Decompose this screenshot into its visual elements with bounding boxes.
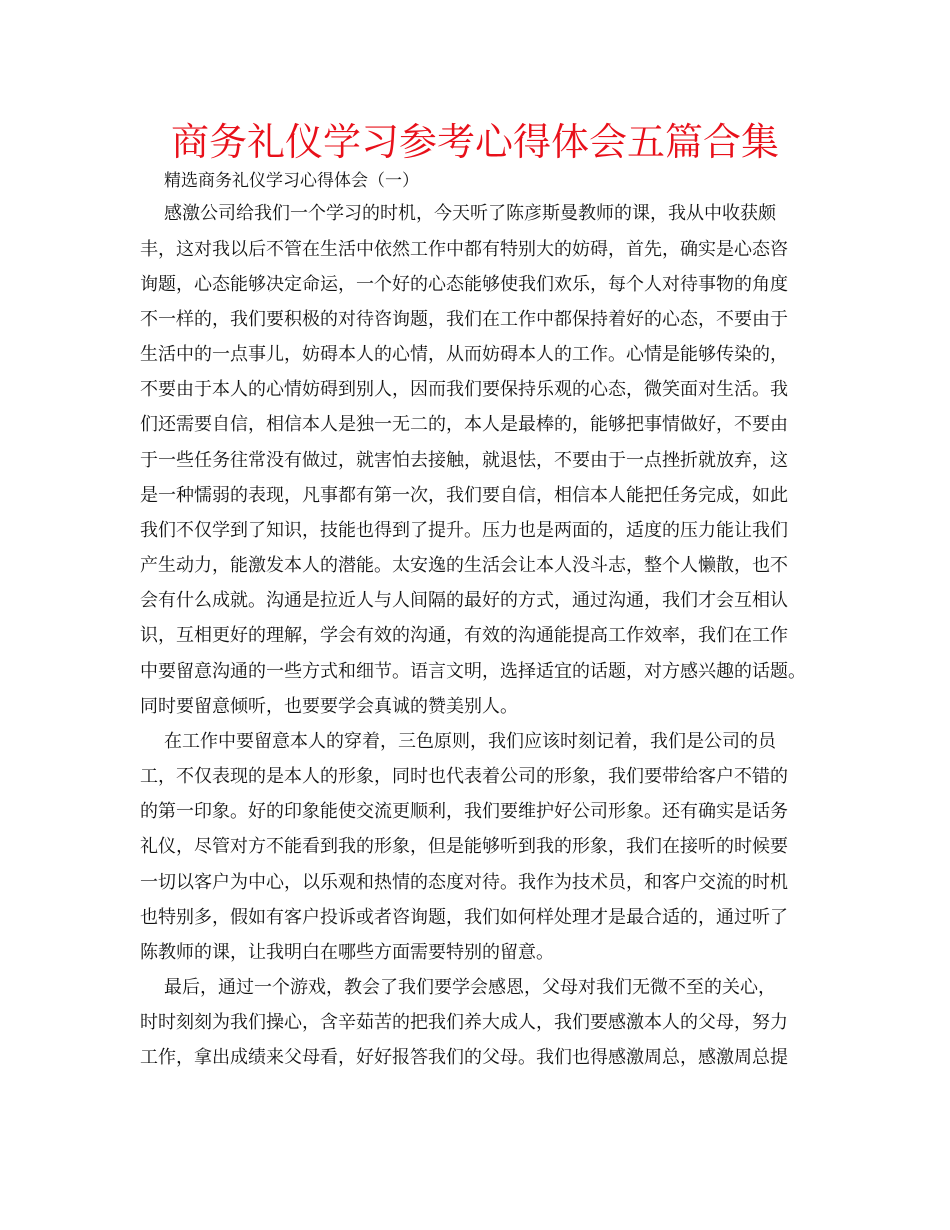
text-line: 陈教师的课，让我明白在哪些方面需要特别的留意。	[140, 942, 554, 963]
text-line: 丰，这对我以后不管在生活中依然工作中都有特别大的妨碍，首先，确实是心态咨	[140, 239, 788, 260]
text-line: 最后，通过一个游戏，教会了我们要学会感恩，父母对我们无微不至的关心，	[164, 977, 776, 998]
text-line: 询题，心态能够决定命运，一个好的心态能够使我们欢乐，每个人对待事物的角度	[140, 274, 788, 295]
text-line: 的第一印象。好的印象能使交流更顺利，我们要维护好公司形象。还有确实是话务	[140, 801, 788, 822]
text-line: 于一些任务往常没有做过，就害怕去接触，就退怯，不要由于一点挫折就放弃，这	[140, 450, 788, 471]
text-line: 生活中的一点事儿，妨碍本人的心情，从而妨碍本人的工作。心情是能够传染的，	[140, 344, 788, 365]
text-line: 中要留意沟通的一些方式和细节。语言文明，选择适宜的话题，对方感兴趣的话题。	[140, 661, 806, 682]
text-line: 时时刻刻为我们操心，含辛茹苦的把我们养大成人，我们要感激本人的父母，努力	[140, 1012, 788, 1033]
text-line: 同时要留意倾听，也要要学会真诚的赞美别人。	[140, 696, 518, 717]
text-line: 在工作中要留意本人的穿着，三色原则，我们应该时刻记着，我们是公司的员	[164, 731, 776, 752]
text-line: 我们不仅学到了知识，技能也得到了提升。压力也是两面的，适度的压力能让我们	[140, 520, 788, 541]
text-line: 礼仪，尽管对方不能看到我的形象，但是能够听到我的形象，我们在接听的时候要	[140, 836, 788, 857]
text-line: 工，不仅表现的是本人的形象，同时也代表着公司的形象，我们要带给客户不错的	[140, 766, 788, 787]
text-line: 也特别多，假如有客户投诉或者咨询题，我们如何样处理才是最合适的，通过听了	[140, 907, 788, 928]
text-line: 不要由于本人的心情妨碍到别人，因而我们要保持乐观的心态，微笑面对生活。我	[140, 379, 788, 400]
document-title: 商务礼仪学习参考心得体会五篇合集	[170, 120, 779, 164]
text-line: 一切以客户为中心，以乐观和热情的态度对待。我作为技术员，和客户交流的时机	[140, 872, 788, 893]
text-line: 识，互相更好的理解，学会有效的沟通，有效的沟通能提高工作效率，我们在工作	[140, 625, 788, 646]
text-line: 不一样的，我们要积极的对待咨询题，我们在工作中都保持着好的心态，不要由于	[140, 309, 788, 330]
text-line: 工作，拿出成绩来父母看，好好报答我们的父母。我们也得感激周总，感激周总提	[140, 1047, 788, 1068]
document-subtitle: 精选商务礼仪学习心得体会（一）	[164, 171, 419, 191]
text-line: 产生动力，能激发本人的潜能。太安逸的生活会让本人没斗志，整个人懒散，也不	[140, 555, 788, 576]
text-line: 会有什么成就。沟通是拉近人与人间隔的最好的方式，通过沟通，我们才会互相认	[140, 590, 788, 611]
text-line: 是一种懦弱的表现，凡事都有第一次，我们要自信，相信本人能把任务完成，如此	[140, 485, 788, 506]
text-line: 感激公司给我们一个学习的时机，今天听了陈彦斯曼教师的课，我从中收获颇	[164, 203, 776, 224]
text-line: 们还需要自信，相信本人是独一无二的，本人是最棒的，能够把事情做好，不要由	[140, 414, 788, 435]
